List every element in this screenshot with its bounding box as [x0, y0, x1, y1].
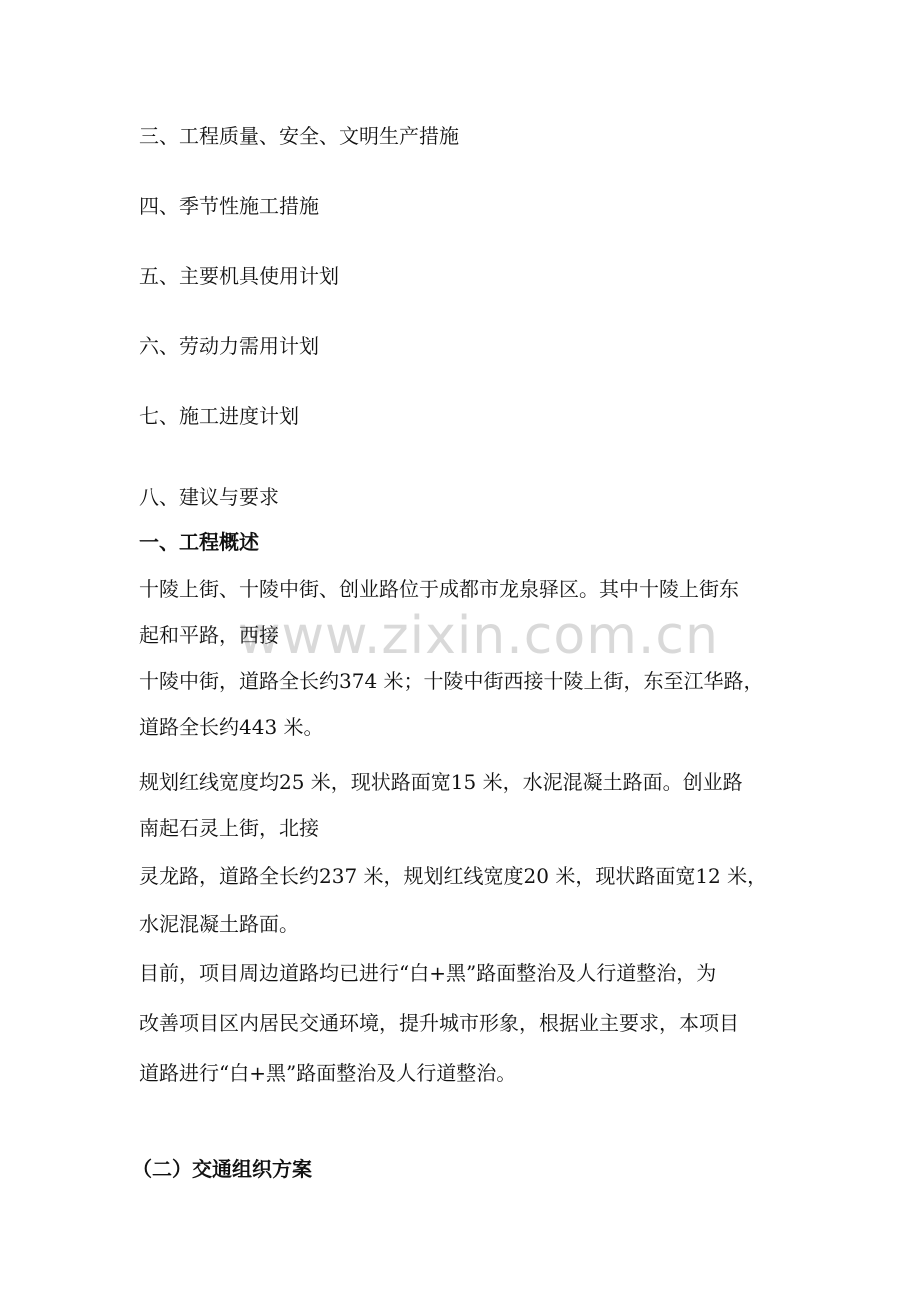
paragraph-line: 道路全长约443 米。: [139, 715, 324, 739]
paragraph-line: 灵龙路，道路全长约237 米，规划红线宽度20 米，现状路面宽12 米，: [139, 864, 768, 888]
paragraph-line: 目前，项目周边道路均已进行“白+黑”路面整治及人行道整治，为: [139, 961, 717, 985]
toc-item-7: 七、施工进度计划: [139, 404, 299, 428]
paragraph-line: 规划红线宽度均25 米，现状路面宽15 米，水泥混凝土路面。创业路: [139, 770, 743, 794]
watermark: www.zixin.com.cn: [238, 606, 719, 666]
paragraph-line: 南起石灵上街，北接: [139, 816, 319, 840]
paragraph-line: 改善项目区内居民交通环境，提升城市形象，根据业主要求，本项目: [139, 1011, 739, 1035]
paragraph-line: 道路进行“白+黑”路面整治及人行道整治。: [139, 1061, 517, 1085]
section-heading-traffic: （二）交通组织方案: [132, 1157, 312, 1181]
paragraph-line: 十陵中街，道路全长约374 米；十陵中街西接十陵上街，东至江华路，: [139, 669, 764, 693]
toc-item-5: 五、主要机具使用计划: [139, 264, 339, 288]
toc-item-6: 六、劳动力需用计划: [139, 334, 319, 358]
paragraph-line: 起和平路，西接: [139, 623, 279, 647]
toc-item-3: 三、工程质量、安全、文明生产措施: [139, 124, 459, 148]
paragraph-line: 水泥混凝土路面。: [139, 912, 299, 936]
toc-item-4: 四、季节性施工措施: [139, 194, 319, 218]
paragraph-line: 十陵上街、十陵中街、创业路位于成都市龙泉驿区。其中十陵上街东: [139, 577, 739, 601]
toc-item-8: 八、建议与要求: [139, 485, 279, 509]
section-heading-overview: 一、工程概述: [139, 530, 259, 554]
